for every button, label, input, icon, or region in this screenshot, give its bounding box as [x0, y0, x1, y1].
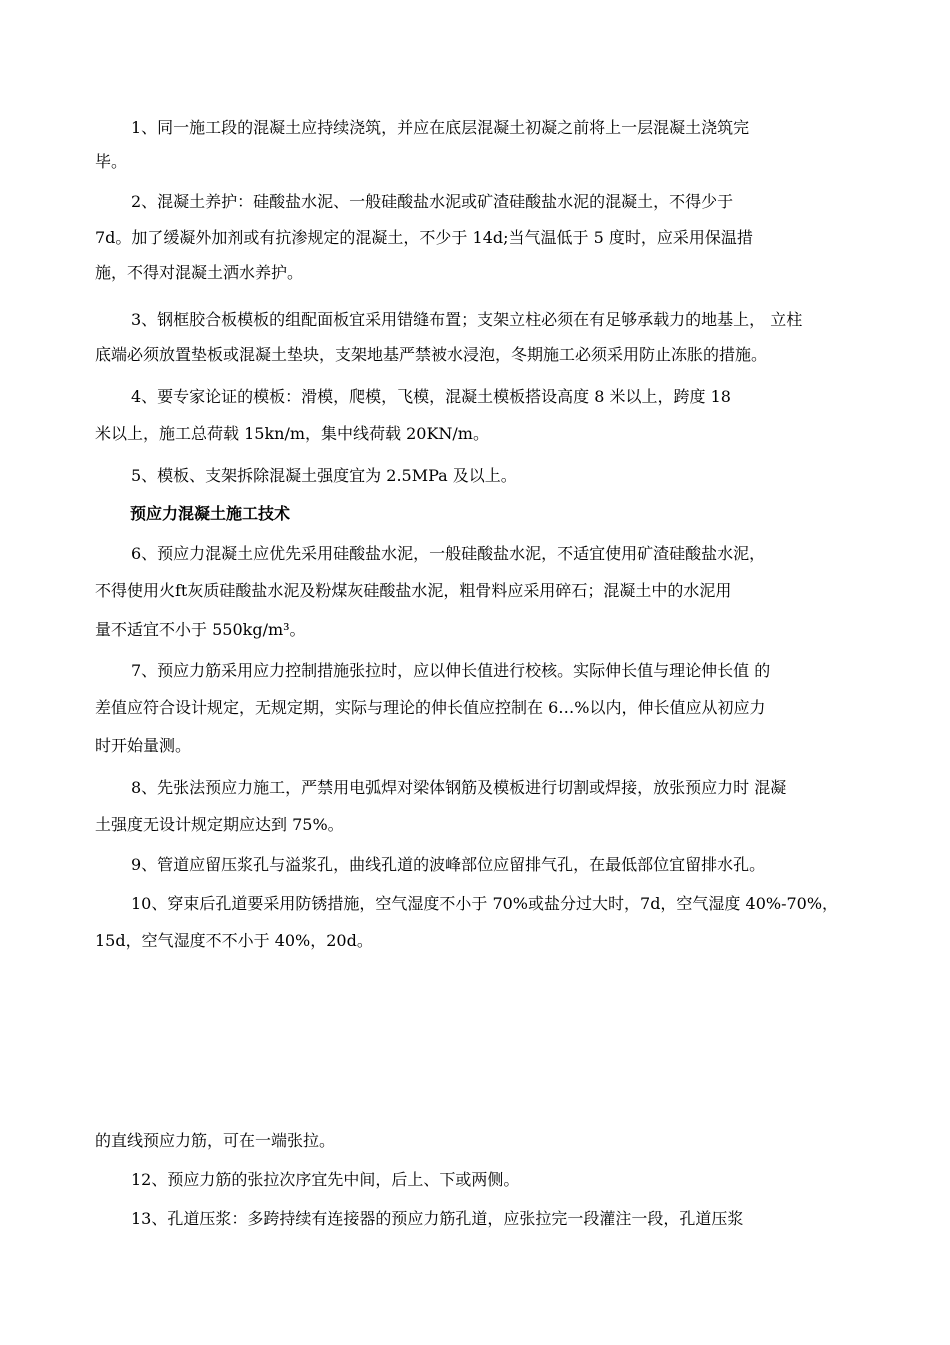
paragraph-line: 米以上，施工总荷载 15kn/m，集中线荷载 20KN/m。 — [95, 424, 489, 443]
paragraph-line: 8、先张法预应力施工，严禁用电弧焊对梁体钢筋及模板进行切割或焊接，放张预应力时 混凝 — [131, 778, 787, 797]
paragraph-line: 12、预应力筋的张拉次序宜先中间，后上、下或两侧。 — [131, 1170, 520, 1189]
paragraph-line: 底端必须放置垫板或混凝土垫块，支架地基严禁被水浸泡，冬期施工必须采用防止冻胀的措施。 — [95, 345, 768, 364]
section-heading: 预应力混凝土施工技术 — [130, 504, 291, 523]
paragraph-line: 的直线预应力筋，可在一端张拉。 — [95, 1131, 336, 1150]
paragraph-line: 9、管道应留压浆孔与溢浆孔，曲线孔道的波峰部位应留排气孔，在最低部位宜留排水孔。 — [131, 855, 766, 874]
paragraph-line: 1、同一施工段的混凝土应持续浇筑，并应在底层混凝土初凝之前将上一层混凝土浇筑完 — [131, 118, 750, 137]
paragraph-line: 4、要专家论证的模板：滑模，爬模，飞模，混凝土模板搭设高度 8 米以上，跨度 18 — [131, 387, 731, 406]
paragraph-line: 不得使用火ft灰质硅酸盐水泥及粉煤灰硅酸盐水泥，粗骨料应采用碎石；混凝土中的水泥用 — [95, 581, 732, 600]
paragraph-line: 7、预应力筋采用应力控制措施张拉时，应以伸长值进行校核。实际伸长值与理论伸长值 的 — [131, 661, 771, 680]
paragraph-line: 13、孔道压浆：多跨持续有连接器的预应力筋孔道，应张拉完一段灌注一段，孔道压浆 — [131, 1209, 744, 1228]
paragraph-line: 量不适宜不小于 550kg/m³。 — [95, 620, 306, 639]
paragraph-line: 毕。 — [95, 152, 128, 171]
paragraph-line: 差值应符合设计规定，无规定期，实际与理论的伸长值应控制在 6…%以内，伸长值应从初应力 — [95, 698, 766, 717]
paragraph-line: 10、穿束后孔道要采用防锈措施，空气湿度不小于 70%或盐分过大时，7d，空气湿度 40%-70%， — [131, 894, 839, 913]
paragraph-line: 7d。加了缓凝外加剂或有抗渗规定的混凝土，不少于 14d;当气温低于 5 度时，应采用保温措 — [95, 228, 753, 247]
paragraph-line: 5、模板、支架拆除混凝土强度宜为 2.5MPa 及以上。 — [131, 466, 517, 485]
paragraph-line: 土强度无设计规定期应达到 75%。 — [95, 815, 344, 834]
paragraph-line: 3、钢框胶合板模板的组配面板宜采用错缝布置；支架立柱必须在有足够承载力的地基上， 立柱 — [131, 310, 803, 329]
paragraph-line: 6、预应力混凝土应优先采用硅酸盐水泥，一般硅酸盐水泥，不适宜使用矿渣硅酸盐水泥， — [131, 544, 766, 563]
paragraph-line: 时开始量测。 — [95, 736, 192, 755]
paragraph-line: 施，不得对混凝土洒水养护。 — [95, 263, 304, 282]
paragraph-line: 15d，空气湿度不不小于 40%，20d。 — [95, 931, 373, 950]
paragraph-line: 2、混凝土养护：硅酸盐水泥、一般硅酸盐水泥或矿渣硅酸盐水泥的混凝土，不得少于 — [131, 192, 734, 211]
